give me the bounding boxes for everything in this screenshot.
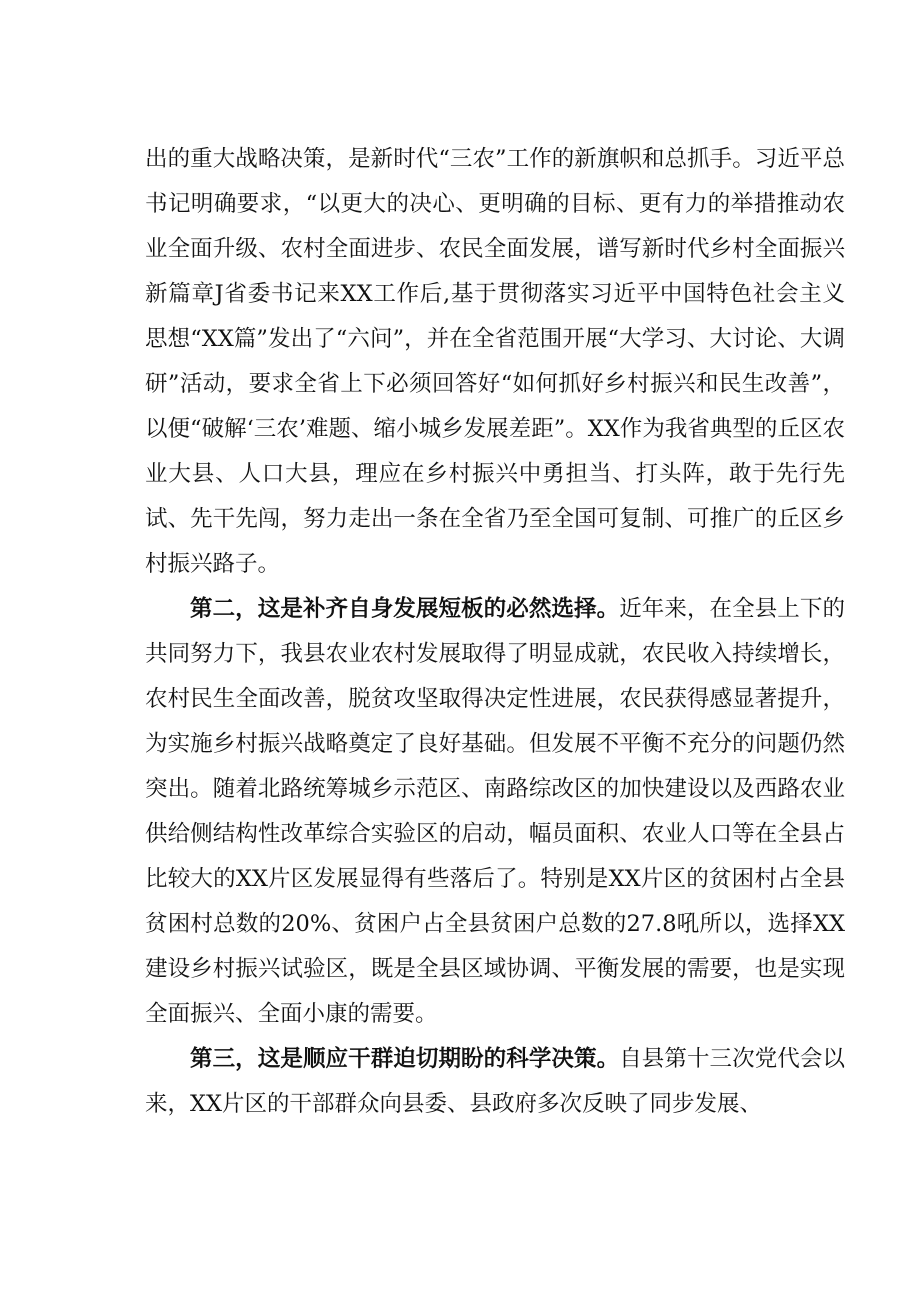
- paragraph-3-text: 自县第十三次党代会以来，XX片区的干部群众向县委、县政府多次反映了同步发展、: [145, 1046, 845, 1117]
- paragraph-3: [145, 1037, 845, 1127]
- paragraph-2-lead: 第二，这是补齐自身发展短板的必然选择。: [190, 596, 620, 622]
- paragraph-1: [145, 137, 845, 587]
- paragraph-1-text: 出的重大战略决策，是新时代“三农”工作的新旗帜和总抓手。习近平总书记明确要求，“以更大的决心、更明确的目标、更有力的举措推动农业全面升级、农村全面进步、农民全面发展，谱写新时代乡村全面振兴新篇章J省委书记来XX工作后,基于贯彻落实习近平中国特色社会主义思想“XX篇”发出了“六问”，并在全省范围开展“大学习、大讨论、大调研”活动，要求全省上下必须回答好“如何抓好乡村振兴和民生改善”，以便“破解‘三农’难题、缩小城乡发展差距”。XX作为我省典型的丘区农业大县、人口大县，理应在乡村振兴中勇担当、打头阵，敢于先行先试、先干先闯，努力走出一条在全省乃至全国可复制、可推广的丘区乡村振兴路子。: [145, 146, 845, 577]
- paragraph-3-lead: 第三，这是顺应干群迫切期盼的科学决策。: [190, 1046, 620, 1072]
- body-text: [145, 137, 845, 1127]
- paragraph-2: [145, 587, 845, 1037]
- paragraph-2-text: 近年来，在全县上下的共同努力下，我县农业农村发展取得了明显成就，农民收入持续增长，农村民生全面改善，脱贫攻坚取得决定性进展，农民获得感显著提升，为实施乡村振兴战略奠定了良好基础。但发展不平衡不充分的问题仍然突出。随着北路统筹城乡示范区、南路综改区的加快建设以及西路农业供给侧结构性改革综合实验区的启动，幅员面积、农业人口等在全县占比较大的XX片区发展显得有些落后了。特别是XX片区的贫困村占全县贫困村总数的20%、贫困户占全县贫困户总数的27.8吼所以，选择XX建设乡村振兴试验区，既是全县区域协调、平衡发展的需要，也是实现全面振兴、全面小康的需要。: [145, 596, 845, 1027]
